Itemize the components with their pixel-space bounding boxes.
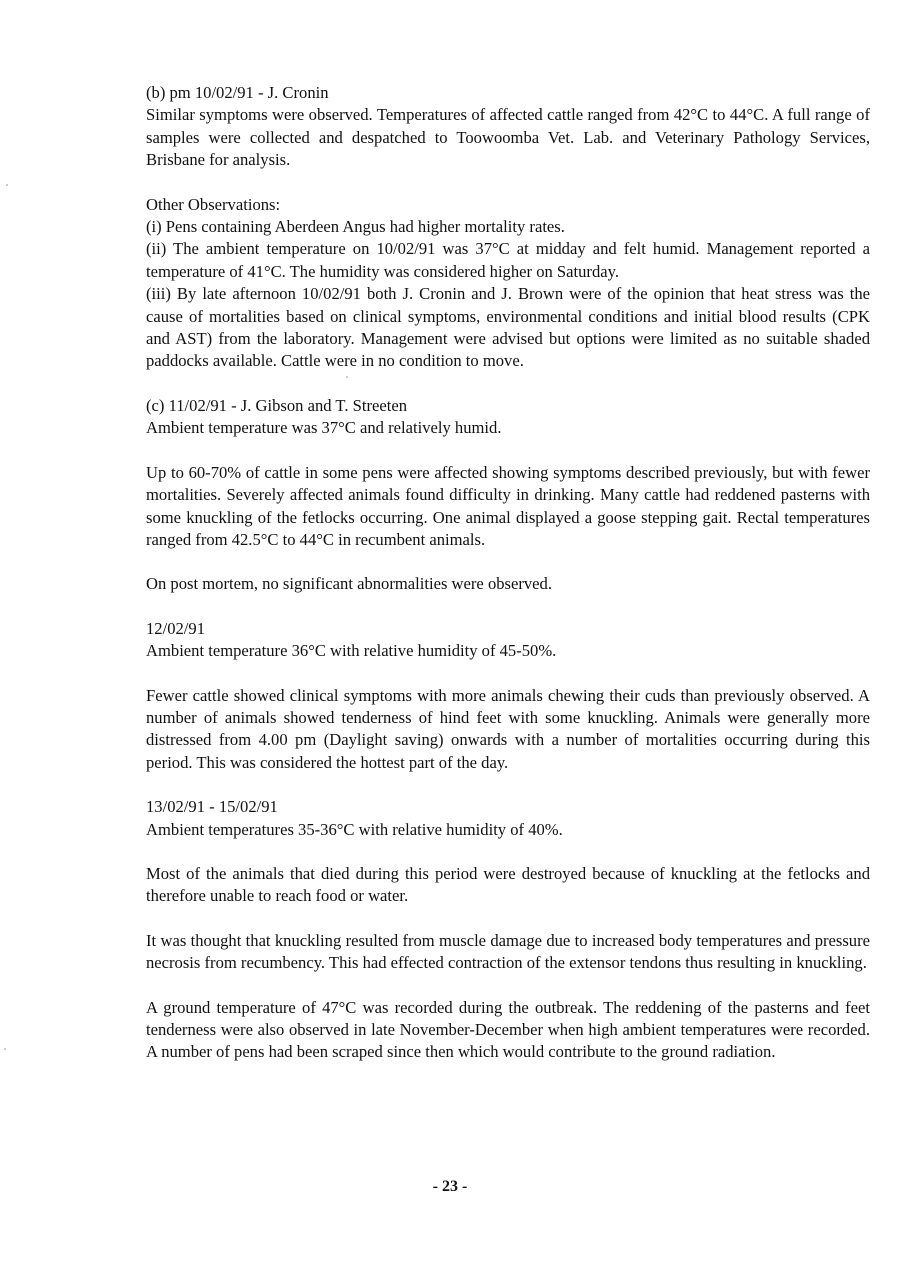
observation-iii: (iii) By late afternoon 10/02/91 both J. Cronin and J. Brown were of the opinion that heat stress was the cause of mortalities based on clinical symptoms, environmental conditions and initial blood results (CPK and AST) from the laboratory. Management were advised but options were limited as no suitable shaded paddocks available. Cattle were in no condition to move. (146, 284, 870, 371)
page-number: - 23 - (432, 1178, 468, 1195)
other-observations-heading: Other Observations: (146, 194, 281, 214)
section-c-postmortem: On post mortem, no significant abnormalities were observed. (146, 574, 552, 594)
section-c-heading: (c) 11/02/91 - J. Gibson and T. Streeten (146, 395, 407, 415)
section-c-ambient: Ambient temperature was 37°C and relatively humid. (146, 418, 502, 438)
section-b-heading: (b) pm 10/02/91 - J. Cronin (146, 83, 329, 102)
date-13-15-ambient: Ambient temperatures 35-36°C with relative humidity of 40%. (146, 819, 563, 839)
date-13-15-paragraph-1: Most of the animals that died during this period were destroyed because of knuckling at the fetlocks and therefore unable to reach food or water. (146, 863, 870, 906)
section-b-paragraph: Similar symptoms were observed. Temperatures of affected cattle ranged from 42°C to 44°C. A full range of samples were collected and despatched to Toowoomba Vet. Lab. and Veterinary Pathology Services, Brisbane for analysis. (146, 105, 870, 170)
observation-ii: (ii) The ambient temperature on 10/02/91 was 37°C at midday and felt humid. Management reported a temperature of 41°C. The humidity was considered higher on Saturday. (146, 239, 870, 281)
scan-speck (6, 184, 8, 186)
scan-speck (4, 1048, 6, 1050)
date-13-15-heading: 13/02/91 - 15/02/91 (146, 797, 278, 817)
date-13-15-paragraph-2: It was thought that knuckling resulted from muscle damage due to increased body temperatures and pressure necrosis from recumbency. This had effected contraction of the extensor tendons thus resulting in knuckling. (146, 930, 870, 973)
date-12-ambient: Ambient temperature 36°C with relative humidity of 45-50%. (146, 641, 557, 661)
observation-i: (i) Pens containing Aberdeen Angus had higher mortality rates. (146, 217, 565, 237)
date-13-15-paragraph-3: A ground temperature of 47°C was recorded during the outbreak. The reddening of the pasterns and feet tenderness were also observed in late November-December when high ambient temperatures were recorded. A number of pens had been scraped since then which would contribute to the ground radiation. (146, 997, 870, 1062)
scan-speck (346, 376, 348, 378)
date-12-paragraph: Fewer cattle showed clinical symptoms with more animals chewing their cuds than previously observed. A number of animals showed tenderness of hind feet with some knuckling. Animals were generally more distressed from 4.00 pm (Daylight saving) onwards with a number of mortalities occurring during this period. This was considered the hottest part of the day. (146, 685, 870, 772)
date-12-heading: 12/02/91 (146, 618, 206, 638)
document-body (146, 82, 870, 1064)
section-c-paragraph: Up to 60-70% of cattle in some pens were affected showing symptoms described previously, but with fewer mortalities. Severely affected animals found difficulty in drinking. Many cattle had reddened pasterns with some knuckling of the fetlocks occurring. One animal displayed a goose stepping gait. Rectal temperatures ranged from 42.5°C to 44°C in recumbent animals. (146, 462, 870, 549)
